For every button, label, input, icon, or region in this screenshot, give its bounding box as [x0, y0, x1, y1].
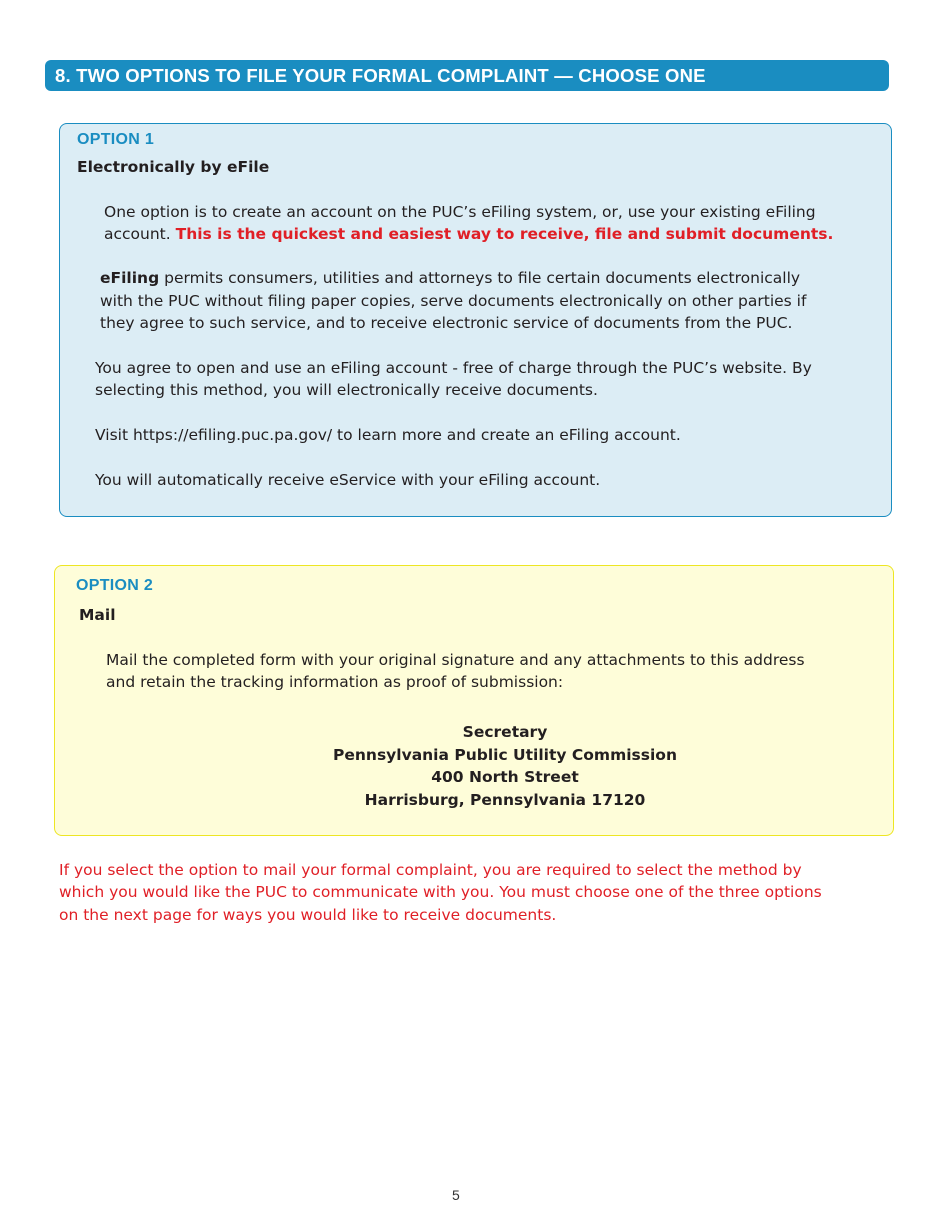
option-1-paragraph-1-line-1: One option is to create an account on the PUC’s eFiling system, or, use your existing eFiling — [104, 203, 816, 221]
option-1-title: Electronically by eFile — [77, 158, 270, 176]
option-1-eservice-text: You will automatically receive eService with your eFiling account. — [95, 471, 601, 489]
option-1-paragraph-1-line-2 — [104, 223, 833, 245]
option-1-paragraph-1-text: account. — [104, 225, 171, 243]
option-1-paragraph-2-text: permits consumers, utilities and attorneys to file certain documents electronically — [164, 269, 801, 287]
option-2-paragraph-line-1: Mail the completed form with your original signature and any attachments to this address — [106, 651, 805, 669]
option-2-title: Mail — [79, 606, 116, 624]
option-1-paragraph-2-line-2: with the PUC without filing paper copies, serve documents electronically on other parties if — [100, 292, 807, 310]
address-line-2: Pennsylvania Public Utility Commission — [333, 746, 677, 764]
section-title: 8. TWO OPTIONS TO FILE YOUR FORMAL COMPLAINT — CHOOSE ONE — [55, 64, 706, 86]
efiling-term: eFiling — [100, 269, 160, 287]
option-1-paragraph-2-line-1 — [100, 267, 800, 289]
option-1-highlight: This is the quickest and easiest way to receive, file and submit documents. — [175, 225, 834, 243]
option-2-label: OPTION 2 — [76, 577, 154, 594]
mail-notice-line-3: on the next page for ways you would like to receive documents. — [59, 906, 557, 924]
address-line-4: Harrisburg, Pennsylvania 17120 — [364, 791, 646, 809]
option-1-label: OPTION 1 — [77, 131, 155, 148]
address-line-1: Secretary — [462, 723, 548, 741]
address-line-3: 400 North Street — [431, 768, 579, 786]
mail-notice-line-1: If you select the option to mail your formal complaint, you are required to select the method by — [59, 861, 802, 879]
option-1-efiling-link-text: Visit https://efiling.puc.pa.gov/ to learn more and create an eFiling account. — [95, 426, 681, 444]
option-2-paragraph-line-2: and retain the tracking information as proof of submission: — [106, 673, 564, 691]
mail-notice-line-2: which you would like the PUC to communicate with you. You must choose one of the three options — [59, 883, 822, 901]
page-number: 5 — [452, 1187, 460, 1203]
section-header — [45, 60, 889, 91]
option-1-paragraph-3-line-2: selecting this method, you will electronically receive documents. — [95, 381, 598, 399]
option-1-paragraph-2-line-3: they agree to such service, and to receive electronic service of documents from the PUC. — [100, 314, 793, 332]
option-1-paragraph-3-line-1: You agree to open and use an eFiling account - free of charge through the PUC’s website. By — [95, 359, 812, 377]
